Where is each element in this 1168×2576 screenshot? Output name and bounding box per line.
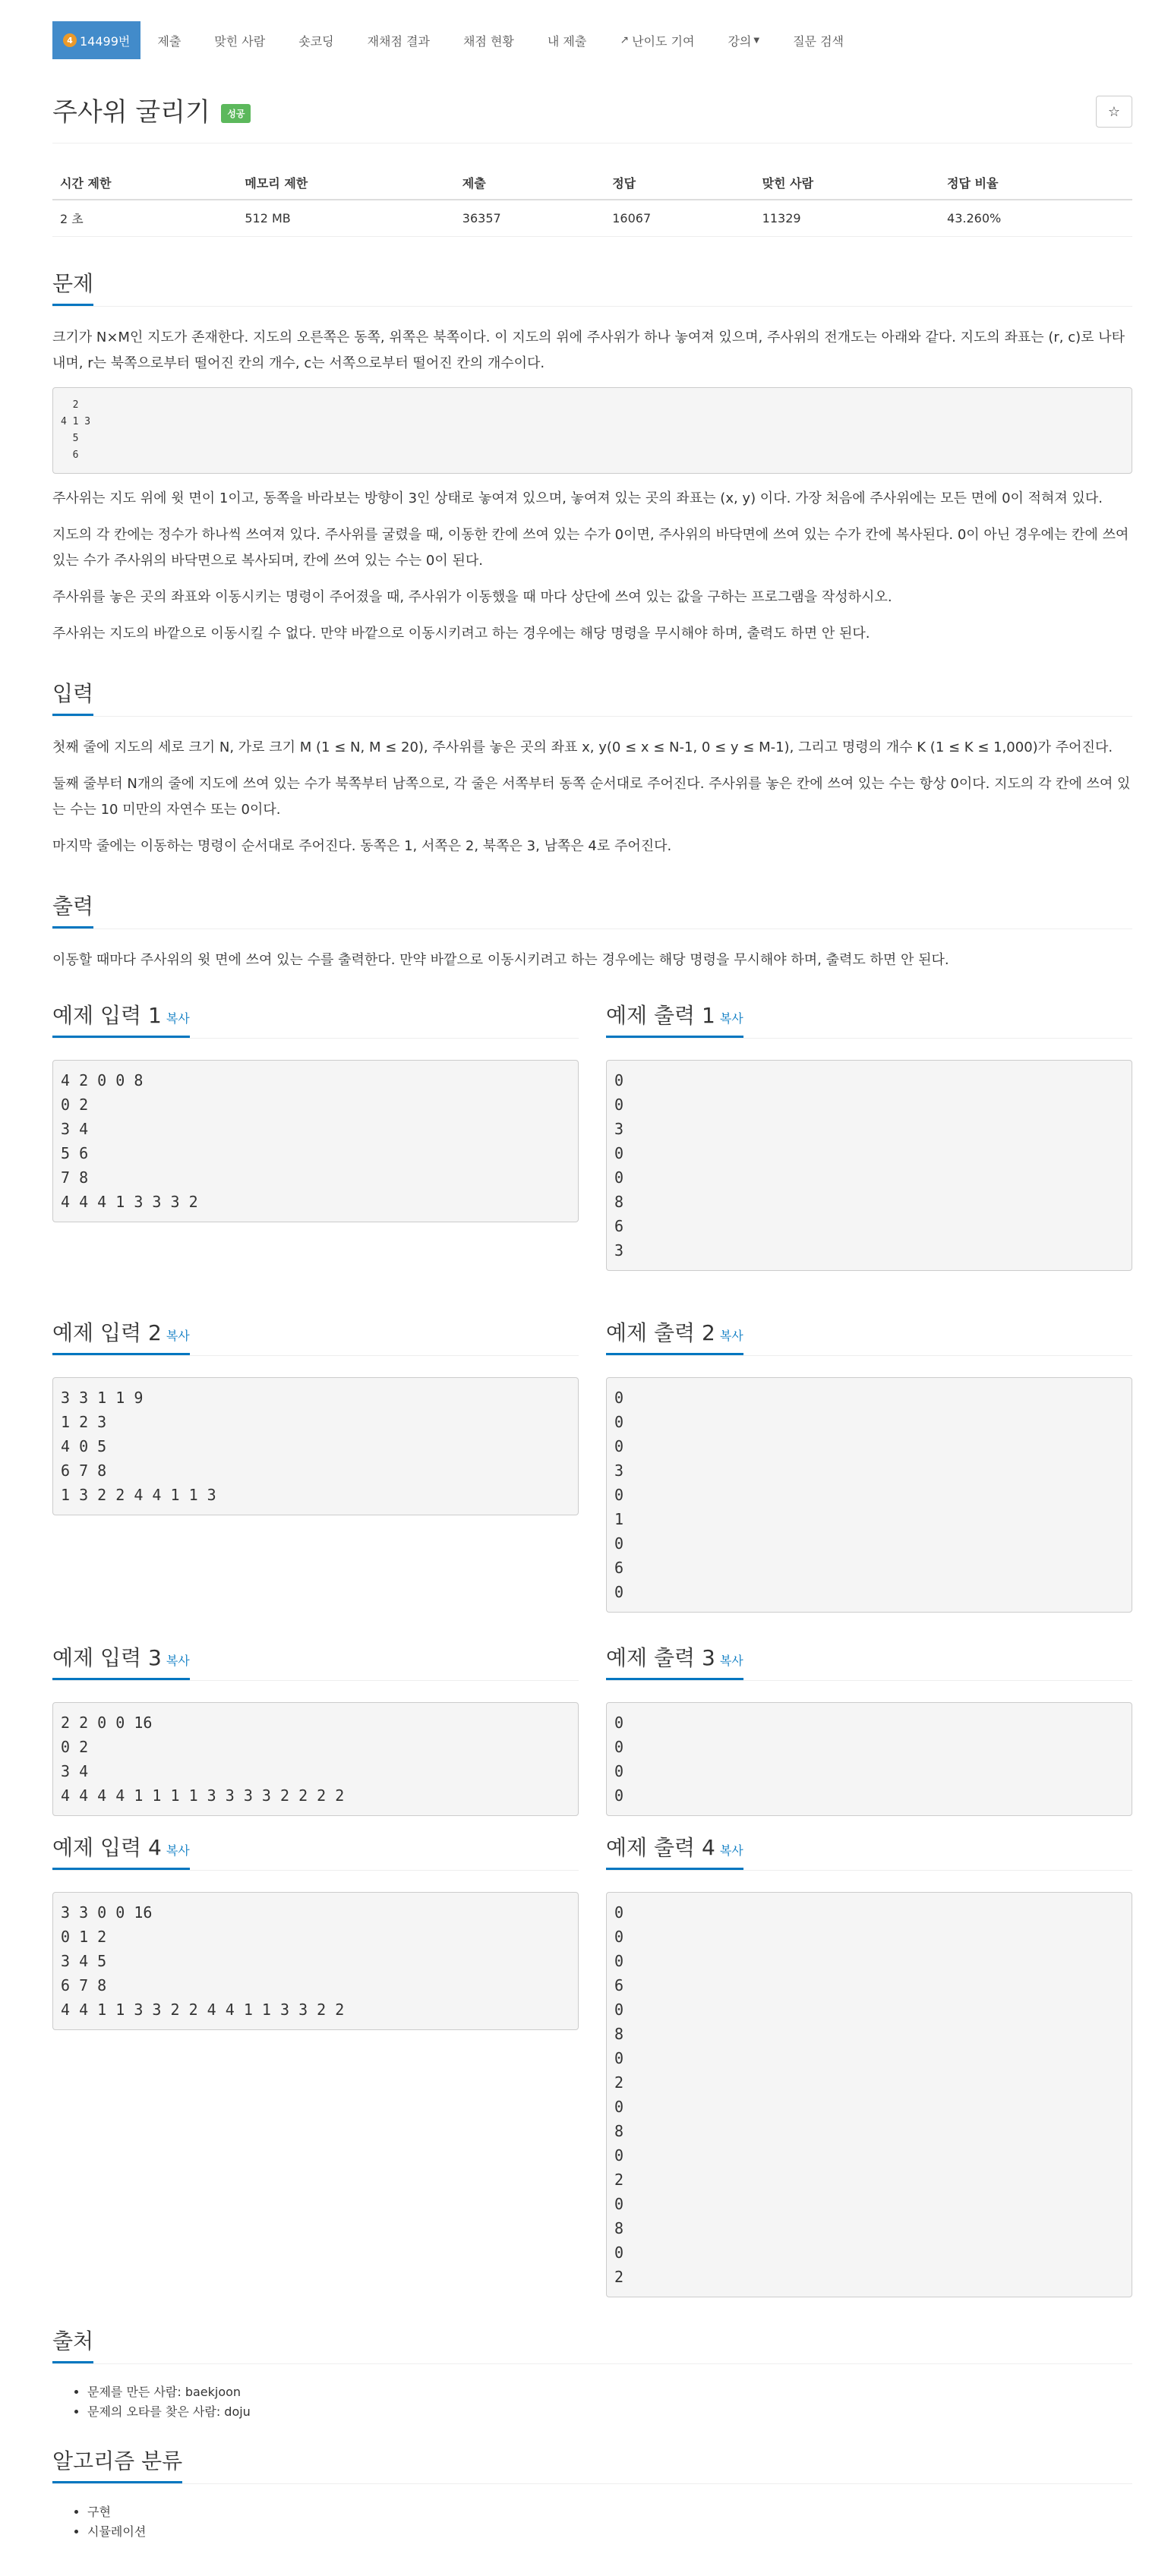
sample-input-3-header [52,1641,579,1681]
star-icon: ☆ [1107,103,1121,120]
sample-input-3 [52,1626,579,1816]
problem-header [52,97,1132,143]
sample-output-4-header [606,1831,1132,1871]
tier-badge-icon: 4 [63,33,77,47]
sample-output-4-title-text: 예제 출력 4 [606,1835,715,1860]
nav-problem-number-label: 14499번 [80,33,131,49]
algorithm-title: 알고리즘 분류 [52,2445,182,2483]
sample-input-1-title [52,999,190,1038]
sample-input-4-header [52,1831,579,1871]
source-header [52,2325,1132,2364]
list-item: • 문제의 오타를 찾은 사람: doju [87,2402,1132,2422]
favorite-button[interactable] [1096,96,1132,128]
nav-submit[interactable]: 제출 [157,33,182,49]
nav-lectures-label: 강의 [728,33,752,49]
copy-link[interactable]: 복사 [719,1654,743,1668]
input-paragraph: 마지막 줄에는 이동하는 명령이 순서대로 주어진다. 동쪽은 1, 서쪽은 2, 북쪽은 3, 남쪽은 4로 주어진다. [52,838,672,854]
sample-output-2-header [606,1316,1132,1356]
input-paragraph: 첫째 줄에 지도의 세로 크기 N, 가로 크기 M (1 ≤ N, M ≤ 20), 주사위를 놓은 곳의 좌표 x, y(0 ≤ x ≤ N-1, 0 ≤ y ≤ M-1), 그리고 명령의 개수 K (1 ≤ K ≤ 1,000)가 주어진다. [52,739,1113,755]
algorithm-tag-list [52,2502,1132,2542]
header-memory-limit: 메모리 제한 [237,166,454,200]
header-submissions: 제출 [455,166,605,200]
sample-input-4-title [52,1831,190,1870]
nav-solved-users[interactable]: 맞힌 사람 [214,33,266,49]
sample-output-2 [606,1301,1132,1613]
problem-title: 주사위 굴리기 [52,97,210,128]
cell-memory-limit: 512 MB [237,200,454,237]
description-paragraph: 지도의 각 칸에는 정수가 하나씩 쓰여져 있다. 주사위를 굴렸을 때, 이동한 칸에 쓰여 있는 수가 0이면, 주사위의 바닥면에 쓰여 있는 수가 칸에 복사된다. 0이 아닌 경우에는 칸에 쓰여 있는 수가 주사위의 바닥면으로 복사되며, 칸에 쓰여 있는 수는 0이 된다. [52,527,1129,569]
sample-pair-3 [52,1626,1132,1816]
sample-output-3 [606,1626,1132,1816]
sample-input-1 [52,984,579,1271]
sample-pair-1 [52,984,1132,1271]
source-title: 출처 [52,2325,93,2363]
caret-down-icon: ▼ [753,36,760,45]
header-accept-ratio: 정답 비율 [939,166,1132,200]
nav-question-search[interactable]: 질문 검색 [793,33,844,49]
sample-output-4-title [606,1831,743,1870]
copy-link[interactable]: 복사 [166,1329,190,1343]
description-title: 문제 [52,267,93,306]
output-header [52,890,1132,929]
sample-input-3-data: 2 2 0 0 16 0 2 3 4 4 4 4 4 1 1 1 1 3 3 3 3 2 2 2 2 [52,1702,579,1816]
sample-pair-4 [52,1816,1132,2297]
sample-input-1-header [52,999,579,1039]
external-link-icon: ↗ [620,34,630,46]
nav-short-coding[interactable]: 숏코딩 [298,33,334,49]
cell-solved-users: 11329 [755,200,939,237]
sample-input-3-title [52,1641,190,1680]
algorithm-header [52,2445,1132,2484]
description-header [52,267,1132,307]
sample-output-3-title-text: 예제 출력 3 [606,1645,715,1670]
sample-output-2-title [606,1316,743,1355]
nav-my-submissions[interactable]: 내 제출 [547,33,587,49]
sample-output-2-title-text: 예제 출력 2 [606,1320,715,1345]
nav-problem-number[interactable] [52,21,140,59]
sample-output-1-title [606,999,743,1038]
input-title: 입력 [52,677,93,716]
header-accepted: 정답 [605,166,754,200]
sample-output-1 [606,984,1132,1271]
nav-lectures-dropdown[interactable] [711,21,776,59]
header-time-limit: 시간 제한 [52,166,237,200]
sample-output-2-data: 0 0 0 3 0 1 0 6 0 [606,1377,1132,1613]
input-header [52,677,1132,717]
sample-input-2-header [52,1316,579,1356]
list-item: • 문제를 만든 사람: baekjoon [87,2382,1132,2402]
dice-net-diagram: 2 4 1 3 5 6 [52,387,1132,474]
sample-input-4-data: 3 3 0 0 16 0 1 2 3 4 5 6 7 8 4 4 1 1 3 3 2 2 4 4 1 1 3 3 2 2 [52,1892,579,2030]
status-badge: 성공 [221,104,251,123]
sample-pair-2 [52,1301,1132,1613]
output-title: 출력 [52,890,93,929]
table-header-row [52,166,1132,200]
sample-output-1-data: 0 0 3 0 0 8 6 3 [606,1060,1132,1271]
sample-output-3-title [606,1641,743,1680]
problem-nav [52,21,1132,59]
header-solved-users: 맞힌 사람 [755,166,939,200]
sample-input-1-data: 4 2 0 0 8 0 2 3 4 5 6 7 8 4 4 4 1 3 3 3 2 [52,1060,579,1222]
source-list [52,2382,1132,2422]
nav-difficulty-label: 난이도 기여 [632,33,695,49]
problem-info-table [52,166,1132,237]
sample-input-2-data: 3 3 1 1 9 1 2 3 4 0 5 6 7 8 1 3 2 2 4 4 1 1 3 [52,1377,579,1515]
algorithm-tag[interactable]: • 구현 [87,2502,1132,2522]
nav-status[interactable]: 채점 현황 [462,33,514,49]
sample-output-1-header [606,999,1132,1039]
nav-difficulty-contribution[interactable] [603,21,711,59]
description-paragraph: 크기가 N×M인 지도가 존재한다. 지도의 오른쪽은 동쪽, 위쪽은 북쪽이다. 이 지도의 위에 주사위가 하나 놓여져 있으며, 주사위의 전개도는 아래와 같다. 지도의 좌표는 (r, c)로 나타내며, r는 북쪽으로부터 떨어진 칸의 개수, c는 서쪽으로부터 떨어진 칸의 개수이다. [52,329,1125,371]
description-paragraph: 주사위는 지도의 바깥으로 이동시킬 수 없다. 만약 바깥으로 이동시키려고 하는 경우에는 해당 명령을 무시해야 하며, 출력도 하면 안 된다. [52,626,870,642]
sample-output-3-data: 0 0 0 0 [606,1702,1132,1816]
output-paragraph: 이동할 때마다 주사위의 윗 면에 쓰여 있는 수를 출력한다. 만약 바깥으로 이동시키려고 하는 경우에는 해당 명령을 무시해야 하며, 출력도 하면 안 된다. [52,952,949,968]
cell-time-limit: 2 초 [52,200,237,237]
sample-input-1-title-text: 예제 입력 1 [52,1003,162,1028]
copy-link[interactable]: 복사 [166,1011,190,1026]
sample-output-4-data: 0 0 0 6 0 8 0 2 0 8 0 2 0 8 0 2 [606,1892,1132,2297]
sample-output-1-title-text: 예제 출력 1 [606,1003,715,1028]
sample-input-2-title-text: 예제 입력 2 [52,1320,162,1345]
table-row [52,200,1132,237]
input-paragraph: 둘째 줄부터 N개의 줄에 지도에 쓰여 있는 수가 북쪽부터 남쪽으로, 각 줄은 서쪽부터 동쪽 순서대로 주어진다. 주사위를 놓은 칸에 쓰여 있는 수는 항상 0이다. 지도의 각 칸에 쓰여 있는 수는 10 미만의 자연수 또는 0이다. [52,776,1131,818]
description-paragraph: 주사위는 지도 위에 윗 면이 1이고, 동쪽을 바라보는 방향이 3인 상태로 놓여져 있으며, 놓여져 있는 곳의 좌표는 (x, y) 이다. 가장 처음에 주사위에는 모든 면에 0이 적혀져 있다. [52,490,1103,506]
sample-input-4-title-text: 예제 입력 4 [52,1835,162,1860]
algorithm-tag[interactable]: • 시뮬레이션 [87,2522,1132,2542]
sample-output-4 [606,1816,1132,2297]
copy-link[interactable]: 복사 [166,1654,190,1668]
copy-link[interactable]: 복사 [719,1011,743,1026]
description-paragraph: 주사위를 놓은 곳의 좌표와 이동시키는 명령이 주어졌을 때, 주사위가 이동했을 때 마다 상단에 쓰여 있는 값을 구하는 프로그램을 작성하시오. [52,589,892,605]
copy-link[interactable]: 복사 [719,1329,743,1343]
sample-input-4 [52,1816,579,2297]
cell-submissions: 36357 [455,200,605,237]
cell-accepted: 16067 [605,200,754,237]
nav-rejudge-results[interactable]: 재채점 결과 [367,33,430,49]
cell-accept-ratio: 43.260% [939,200,1132,237]
sample-input-3-title-text: 예제 입력 3 [52,1645,162,1670]
copy-link[interactable]: 복사 [719,1843,743,1858]
sample-input-2-title [52,1316,190,1355]
sample-input-2 [52,1301,579,1613]
copy-link[interactable]: 복사 [166,1843,190,1858]
sample-output-3-header [606,1641,1132,1681]
